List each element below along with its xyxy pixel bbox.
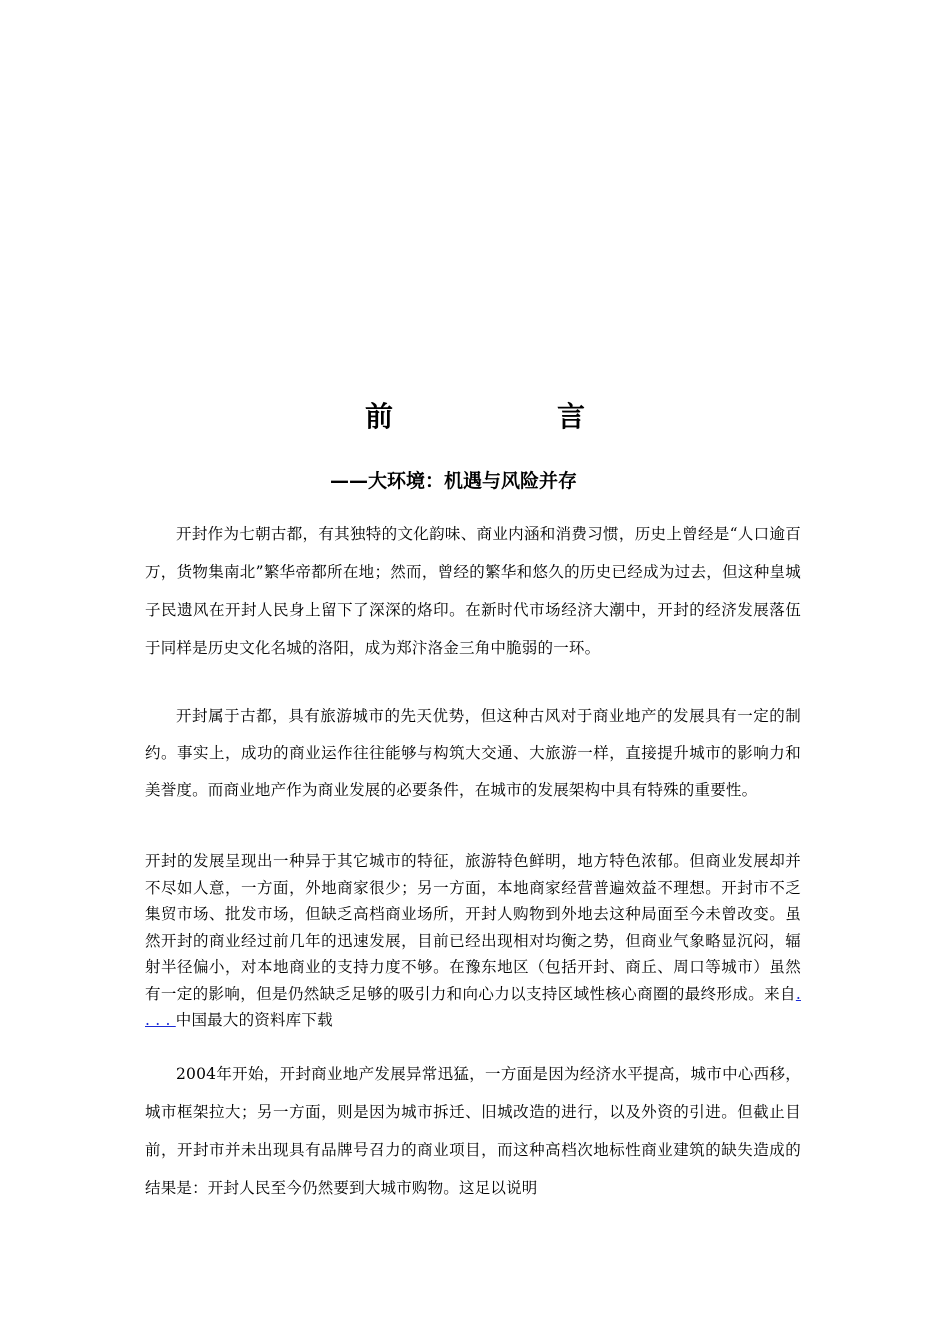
- paragraph-3: [145, 848, 801, 1034]
- paragraph-3-text: 开封的发展呈现出一种异于其它城市的特征，旅游特色鲜明，地方特色浓郁。但商业发展却并不尽如人意，一方面，外地商家很少；另一方面，本地商家经营普遍效益不理想。开封市不乏集贸市场、批发市场，但缺乏高档商业场所，开封人购物到外地去这种局面至今未曾改变。虽然开封的商业经过前几年的迅速发展，目前已经出现相对均衡之势，但商业气象略显沉闷，辐射半径偏小，对本地商业的支持力度不够。在豫东地区（包括开封、商丘、周口等城市）虽然有一定的影响，但是仍然缺乏足够的吸引力和向心力以支持区域性核心商圈的最终形成。来自: [145, 852, 801, 1003]
- source-link[interactable]: . . . .: [145, 984, 801, 1029]
- paragraph-2: 开封属于古都，具有旅游城市的先天优势，但这种古风对于商业地产的发展具有一定的制约。事实上，成功的商业运作往往能够与构筑大交通、大旅游一样，直接提升城市的影响力和美誉度。而商业地产作为商业发展的必要条件，在城市的发展架构中具有特殊的重要性。: [145, 707, 801, 799]
- paragraph-4: 2004年开始，开封商业地产发展异常迅猛，一方面是因为经济水平提高，城市中心西移，城市框架拉大；另一方面，则是因为城市拆迁、旧城改造的进行，以及外资的引进。但截止目前，开封市并未出现具有品牌号召力的商业项目，而这种高档次地标性商业建筑的缺失造成的结果是：开封人民至今仍然要到大城市购物。这足以说明: [145, 1065, 801, 1197]
- title-char-right: 言: [556, 400, 585, 433]
- page-title: [365, 397, 585, 437]
- paragraph-1: 开封作为七朝古都，有其独特的文化韵味、商业内涵和消费习惯，历史上曾经是“人口逾百万，货物集南北”繁华帝都所在地；然而，曾经的繁华和悠久的历史已经成为过去，但这种皇城子民遗风在开封人民身上留下了深深的烙印。在新时代市场经济大潮中，开封的经济发展落伍于同样是历史文化名城的洛阳，成为郑汴洛金三角中脆弱的一环。: [145, 525, 801, 657]
- paragraph-3-tail: 中国最大的资料库下载: [175, 1011, 333, 1029]
- title-char-left: 前: [365, 400, 394, 433]
- page-subtitle: ——大环境：机遇与风险并存: [330, 470, 578, 492]
